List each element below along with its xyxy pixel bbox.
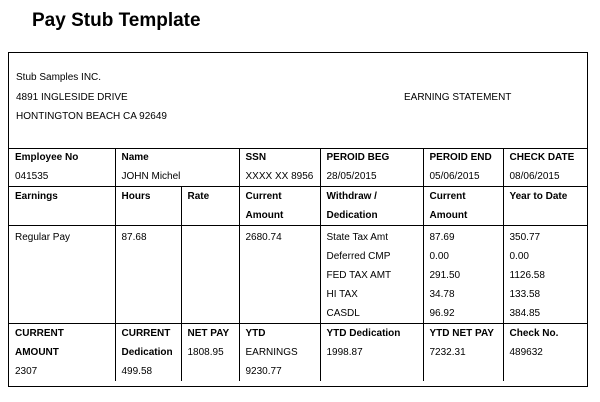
deduction-ytd-values (503, 226, 587, 324)
deduction-current: 0.00 (429, 251, 449, 262)
pay-stub-table (9, 148, 587, 381)
net-pay-total-value: 1808.95 (187, 347, 224, 358)
ytd-dedication-total-value: 1998.87 (326, 347, 363, 358)
regular-pay-hours: 87.68 (115, 226, 181, 324)
name-value: JOHN Michel (115, 167, 239, 187)
rate-header: Rate (181, 187, 239, 226)
company-name: Stub Samples INC. (16, 72, 102, 83)
earnings-header: Earnings (9, 187, 115, 226)
deduction-ytd: 1126.58 (509, 270, 545, 281)
current-dedication-total-value: 499.58 (121, 366, 153, 377)
deduction-ytd: 133.58 (509, 289, 541, 300)
period-begin-header: PEROID BEG (320, 148, 423, 167)
period-end-value: 05/06/2015 (423, 167, 503, 187)
regular-pay-rate (181, 226, 239, 324)
deduction-ytd: 0.00 (509, 251, 529, 262)
deduction-name: FED TAX AMT (326, 270, 392, 281)
current-amount-total-value: 2307 (15, 366, 38, 377)
deduction-current: 96.92 (429, 308, 455, 319)
ssn-header: SSN (239, 148, 320, 167)
ytd-earnings-total: YTD EARNINGS 9230.77 (239, 324, 320, 382)
company-info (9, 53, 587, 149)
page-title: Pay Stub Template (32, 10, 201, 31)
company-address-line2: HONTINGTON BEACH CA 92649 (16, 111, 167, 122)
deduction-name: HI TAX (326, 289, 358, 300)
check-no-total: Check No. 489632 (503, 324, 587, 382)
check-date-header: CHECK DATE (503, 148, 587, 167)
deduction-ytd: 384.85 (509, 308, 541, 319)
company-address-line1: 4891 INGLESIDE DRIVE (16, 92, 128, 103)
ytd-net-pay-total: YTD NET PAY 7232.31 (423, 324, 503, 382)
current-amount-total: CURRENT AMOUNT 2307 (9, 324, 115, 382)
ssn-value: XXXX XX 8956 (239, 167, 320, 187)
hours-header: Hours (115, 187, 181, 226)
withdraw-dedication-header: Withdraw / Dedication (320, 187, 423, 226)
deduction-current-amount-header: Current Amount (423, 187, 503, 226)
deduction-current-values (423, 226, 503, 324)
deduction-current: 291.50 (429, 270, 461, 281)
deduction-name: State Tax Amt (326, 232, 389, 243)
deduction-name: CASDL (326, 308, 360, 319)
employee-no-header: Employee No (15, 152, 79, 163)
check-date-value: 08/06/2015 (503, 167, 587, 187)
deduction-current: 34.78 (429, 289, 455, 300)
year-to-date-header: Year to Date (503, 187, 587, 226)
check-no-total-value: 489632 (509, 347, 543, 358)
employee-value-row (9, 167, 587, 187)
earning-statement-label: EARNING STATEMENT (404, 92, 512, 103)
earnings-header-row (9, 187, 587, 226)
current-amount-header: Current Amount (239, 187, 320, 226)
totals-row (9, 324, 587, 382)
current-dedication-total: CURRENT Dedication 499.58 (115, 324, 181, 382)
deduction-name: Deferred CMP (326, 251, 391, 262)
name-header: Name (115, 148, 239, 167)
deduction-names (320, 226, 423, 324)
employee-header-row (9, 148, 587, 167)
period-end-header: PEROID END (423, 148, 503, 167)
regular-pay-amount: 2680.74 (239, 226, 320, 324)
earnings-body-row (9, 226, 587, 324)
pay-stub (8, 52, 588, 387)
ytd-earnings-total-value: 9230.77 (245, 366, 282, 377)
ytd-dedication-total: YTD Dedication 1998.87 (320, 324, 423, 382)
period-begin-value: 28/05/2015 (320, 167, 423, 187)
ytd-net-pay-total-value: 7232.31 (429, 347, 466, 358)
deduction-current: 87.69 (429, 232, 455, 243)
employee-no-value: 041535 (15, 171, 49, 182)
regular-pay-label: Regular Pay (9, 226, 115, 324)
deduction-ytd: 350.77 (509, 232, 541, 243)
net-pay-total: NET PAY 1808.95 (181, 324, 239, 382)
